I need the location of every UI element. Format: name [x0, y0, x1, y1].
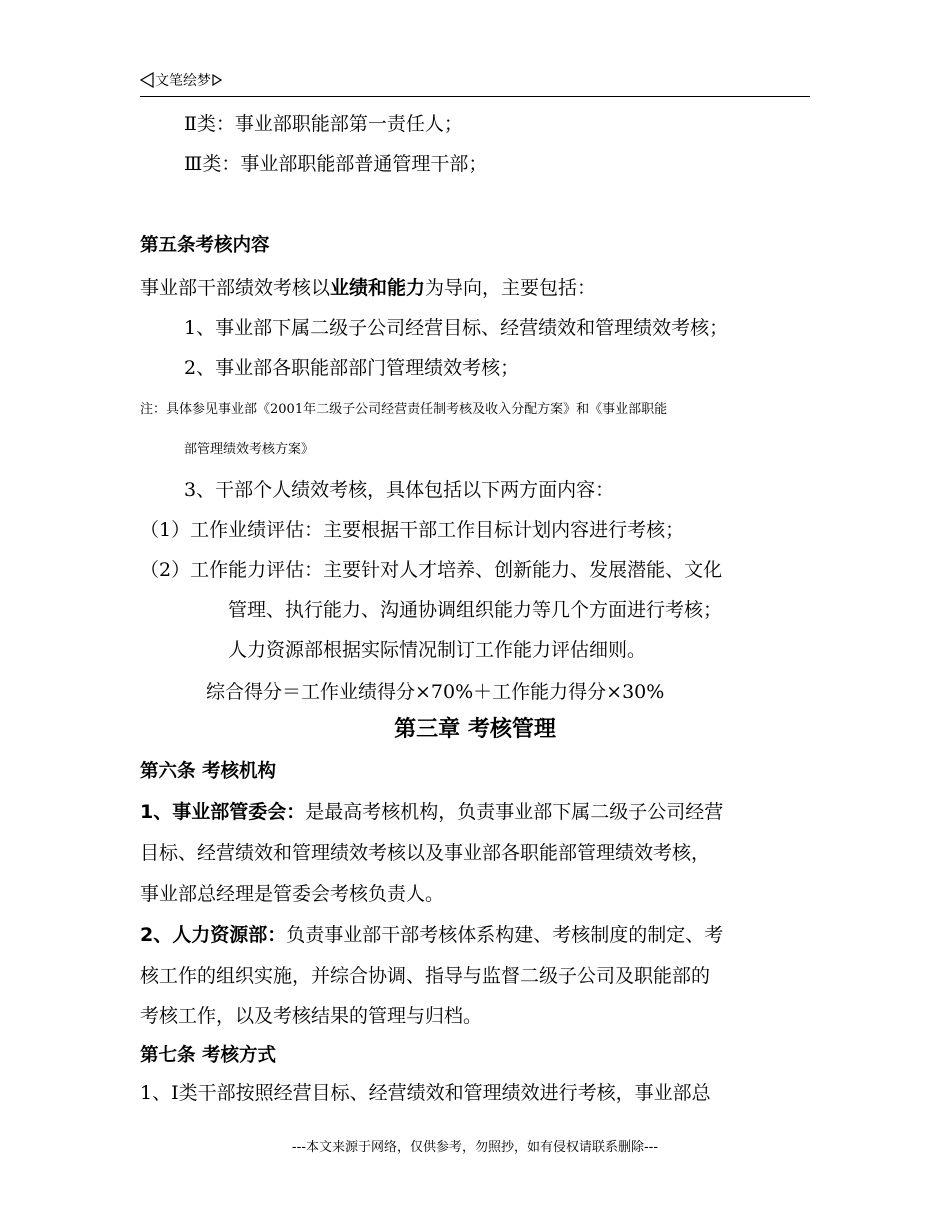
intro-text-a: 事业部干部绩效考核以: [140, 277, 331, 299]
performance-eval-line: （1）工作业绩评估：主要根据干部工作目标计划内容进行考核；: [140, 519, 685, 541]
hr-text: 负责事业部干部考核体系构建、考核制度的制定、考: [286, 924, 724, 946]
hr-label: 2、人力资源部：: [140, 924, 287, 946]
committee-text: 是最高考核机构，负责事业部下属二级子公司经营: [305, 801, 724, 823]
hr-line-3: 考核工作，以及考核结果的管理与归档。: [140, 1005, 483, 1027]
article-6-heading: 第六条 考核机构: [140, 761, 276, 782]
committee-line-1: [140, 800, 723, 824]
item-3-line: 3、干部个人绩效考核，具体包括以下两方面内容：: [184, 479, 615, 501]
page-footer: ---本文来源于网络，仅供参考，勿照抄，如有侵权请联系删除---: [291, 1140, 659, 1155]
article-7-heading: 第七条 考核方式: [140, 1045, 276, 1066]
left-triangle-icon: [140, 72, 154, 88]
page-header: [140, 70, 810, 97]
score-formula-line: 综合得分＝工作业绩得分×70%＋工作能力得分×30%: [206, 681, 665, 703]
committee-line-3: 事业部总经理是管委会考核负责人。: [140, 883, 445, 905]
assessment-intro-line: [140, 276, 596, 300]
hr-line-2: 核工作的组织实施，并综合协调、指导与监督二级子公司及职能部的: [140, 965, 711, 987]
item-1-line: 1、事业部下属二级子公司经营目标、经营绩效和管理绩效考核；: [184, 317, 729, 339]
chapter-3-title: 第三章 考核管理: [394, 717, 556, 742]
article-5-heading: 第五条考核内容: [140, 235, 270, 256]
item-2-line: 2、事业部各职能部部门管理绩效考核；: [184, 357, 520, 379]
right-triangle-icon: [212, 74, 222, 86]
intro-text-bold: 业绩和能力: [330, 277, 426, 299]
ability-eval-line: （2）工作能力评估：主要针对人才培养、创新能力、发展潜能、文化: [140, 559, 723, 581]
method-line-1: 1、Ⅰ类干部按照经营目标、经营绩效和管理绩效进行考核，事业部总: [140, 1082, 711, 1104]
ability-eval-line-3: 人力资源部根据实际情况制订工作能力评估细则。: [228, 639, 647, 661]
note-line-2: 部管理绩效考核方案》: [184, 442, 315, 457]
note-line-1: 注：具体参见事业部《2001年二级子公司经营责任制考核及收入分配方案》和《事业部职能: [140, 402, 668, 417]
intro-text-c: 为导向，主要包括：: [425, 277, 597, 299]
category-3-line: Ⅲ类：事业部职能部普通管理干部；: [184, 153, 488, 175]
committee-line-2: 目标、经营绩效和管理绩效考核以及事业部各职能部管理绩效考核，: [140, 842, 711, 864]
category-2-line: Ⅱ类：事业部职能部第一责任人；: [184, 113, 463, 135]
header-title: 文笔绘梦: [155, 73, 211, 89]
ability-eval-line-2: 管理、执行能力、沟通协调组织能力等几个方面进行考核；: [228, 599, 723, 621]
hr-line-1: [140, 923, 723, 947]
committee-label: 1、事业部管委会：: [140, 801, 306, 823]
